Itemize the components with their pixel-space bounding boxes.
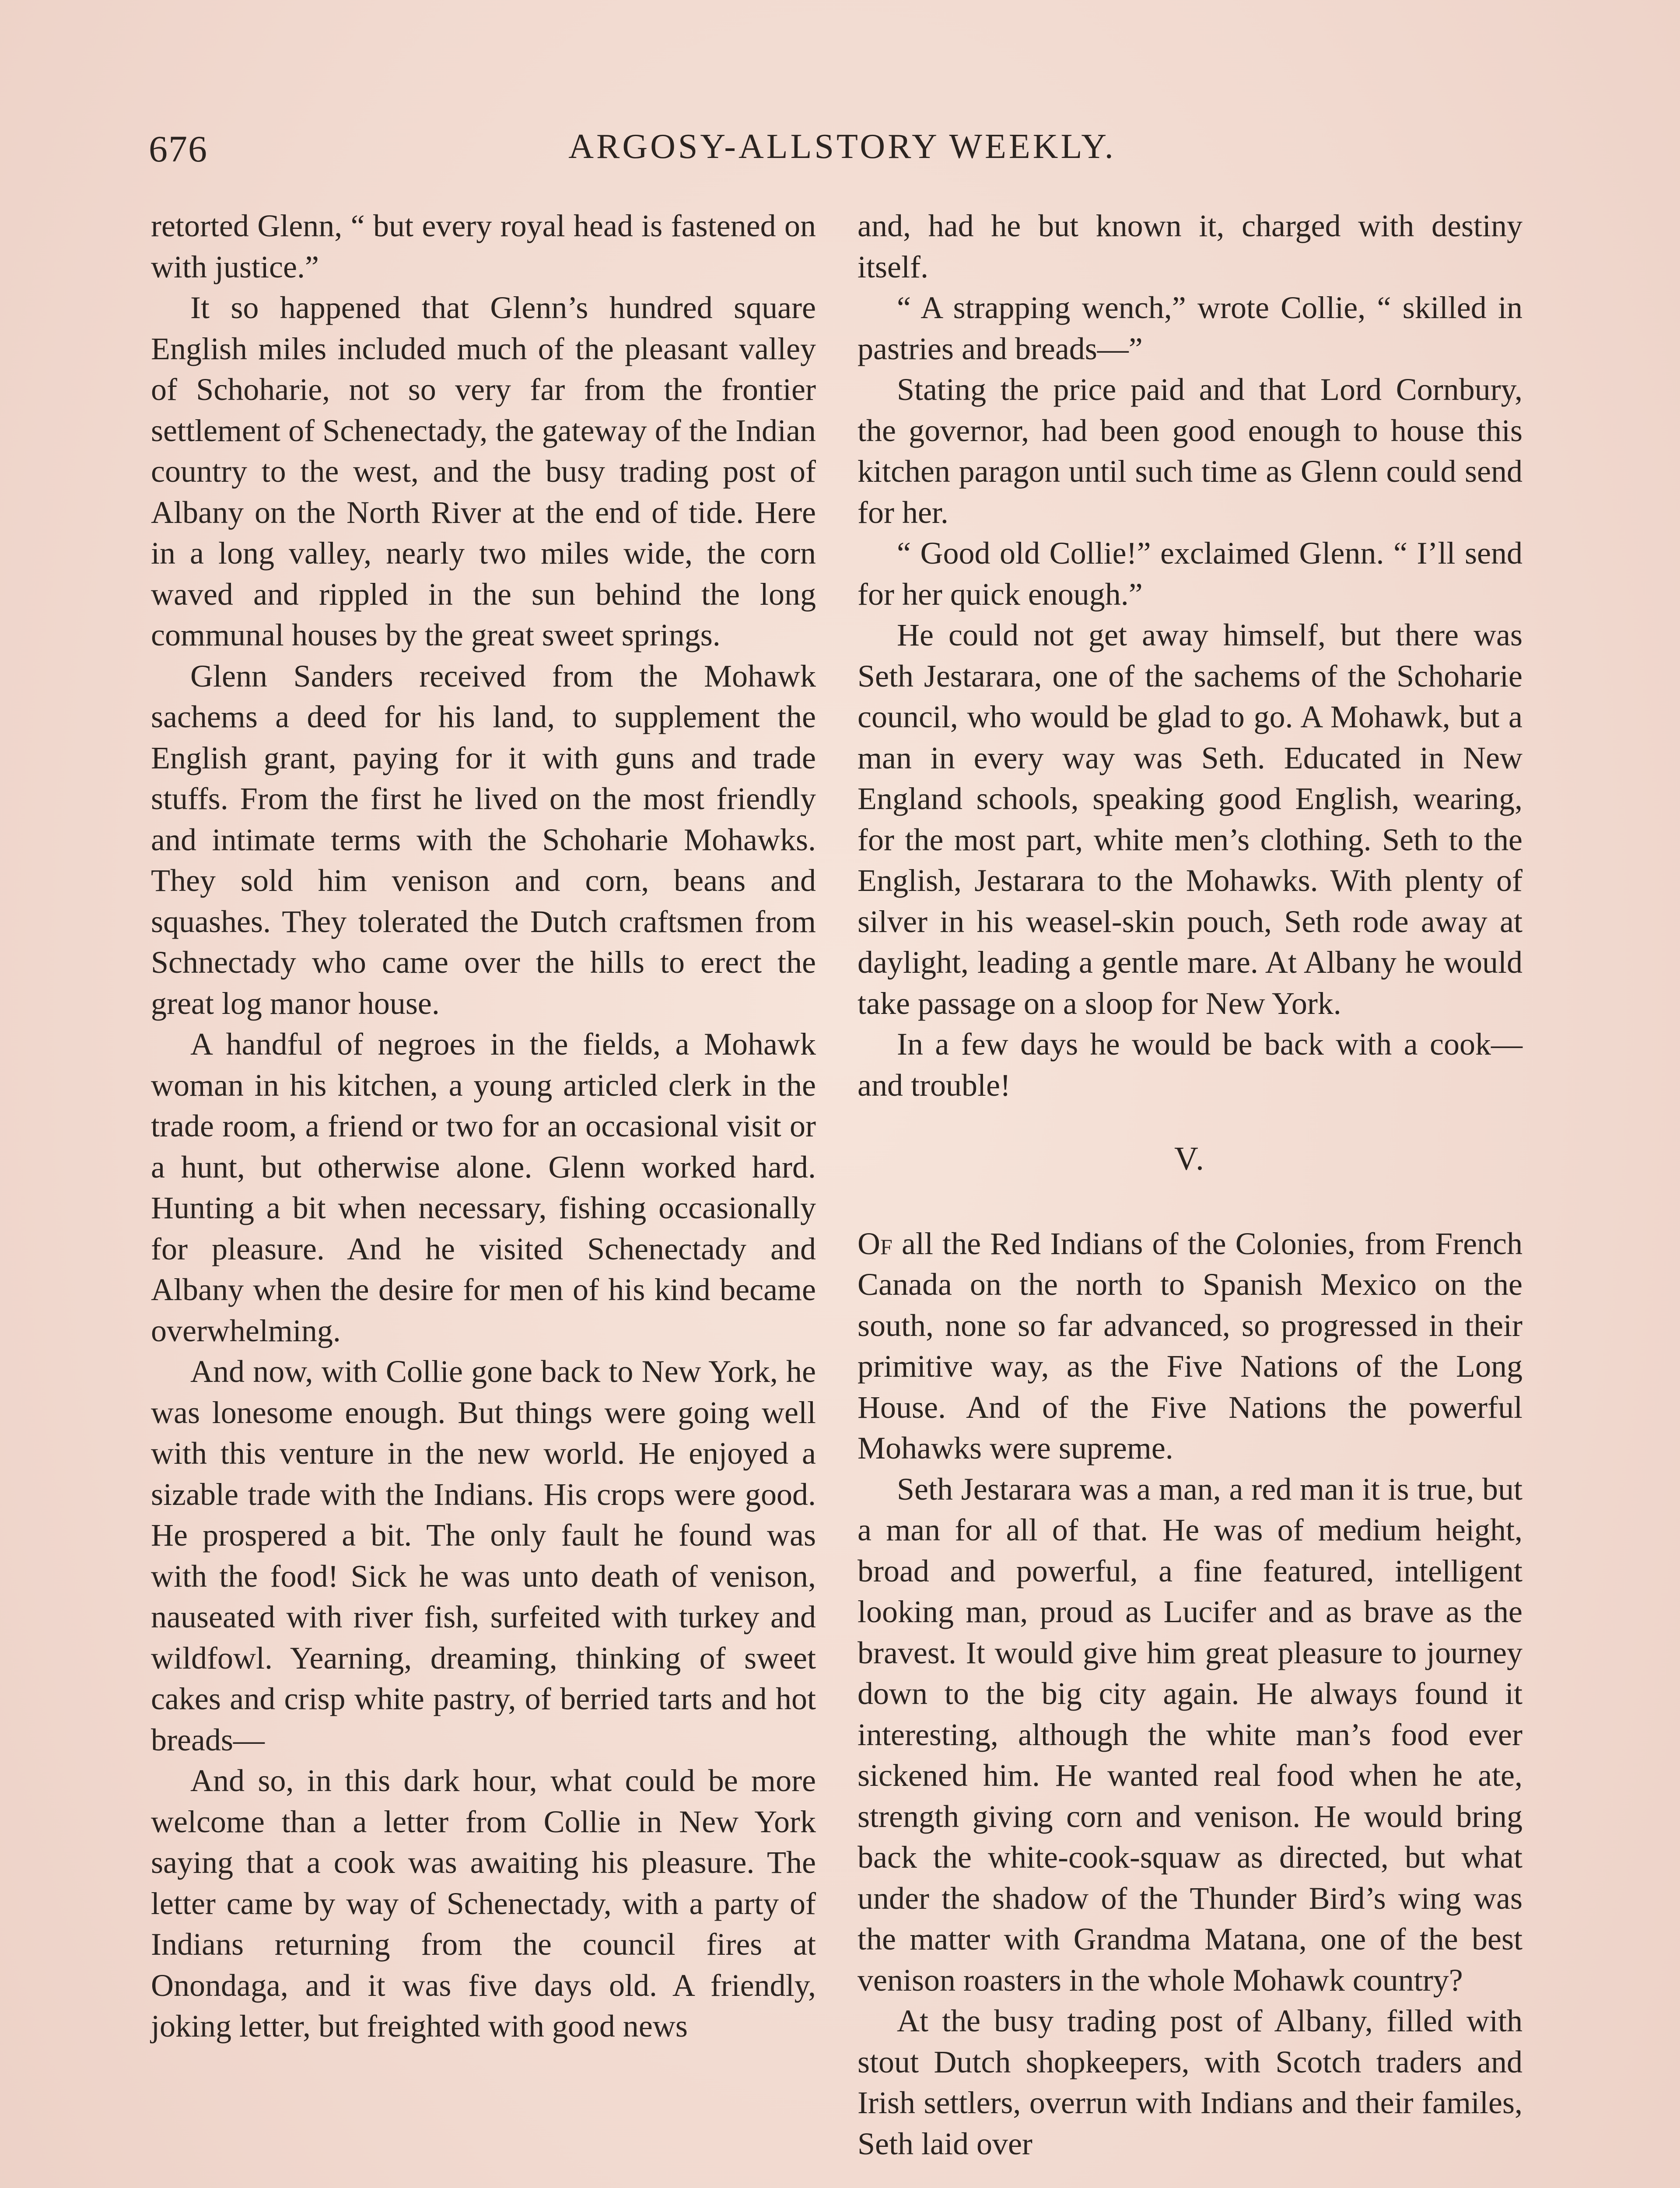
section-drop-word: Of xyxy=(858,1226,892,1261)
paragraph: At the busy trading post of Albany, filled with stout Dutch shopkeepers, with Scotch traders and Irish settlers, overrun with Indians and their familes, Seth laid over xyxy=(858,2003,1522,2161)
left-column xyxy=(151,206,816,2047)
right-column xyxy=(858,206,1522,2164)
section-opening-paragraph xyxy=(858,1224,1522,1469)
paragraph: And so, in this dark hour, what could be more welcome than a letter from Collie in New York saying that a cook was awaiting his pleasure. The letter came by way of Schenectady, with a party of Indians returning from the council fires at Onondaga, and it was five days old. A friendly, joking letter, but freighted with good news xyxy=(151,1763,816,2044)
paragraph: retorted Glenn, “ but every royal head is fastened on with justice.” xyxy=(151,208,816,284)
paragraph: Stating the price paid and that Lord Cornbury, the governor, had been good enough to house this kitchen paragon until such time as Glenn could send for her. xyxy=(858,372,1522,530)
paragraph: “ A strapping wench,” wrote Collie, “ skilled in pastries and breads—” xyxy=(858,290,1522,366)
page-header xyxy=(149,127,1536,184)
section-opening-text: all the Red Indians of the Colonies, from French Canada on the north to Spanish Mexico on the south, none so far advanced, so progressed in their primitive way, as the Five Nations of the Long House. And of the Five Nations the powerful Mohawks were supreme. xyxy=(858,1226,1522,1466)
paragraph: It so happened that Glenn’s hundred square English miles included much of the pleasant valley of Schoharie, not so very far from the frontier settlement of Schenectady, the gateway of the Indian country to the west, and the busy trading post of Albany on the North River at the end of tide. Here in a long valley, nearly two miles wide, the corn waved and rippled in the sun behind the long communal houses by the great sweet springs. xyxy=(151,290,816,652)
paragraph: Glenn Sanders received from the Mohawk sachems a deed for his land, to supplement the English grant, paying for it with guns and trade stuffs. From the first he lived on the most friendly and intimate terms with the Schoharie Mohawks. They sold him venison and corn, beans and squashes. They tolerated the Dutch craftsmen from Schnectady who came over the hills to erect the great log manor house. xyxy=(151,658,816,1021)
paragraph: And now, with Collie gone back to New York, he was lonesome enough. But things were going well with this venture in the new world. He enjoyed a sizable trade with the Indians. His crops were good. He prospered a bit. The only fault he found was with the food! Sick he was unto death of venison, nauseated with river fish, surfeited with turkey and wildfowl. Yearning, dreaming, thinking of sweet cakes and crisp white pastry, of berried tarts and hot breads— xyxy=(151,1354,816,1757)
section-heading: V. xyxy=(1174,1140,1206,1177)
paragraph: Seth Jestarara was a man, a red man it is true, but a man for all of that. He was of medium height, broad and powerful, a fine featured, intelligent looking man, proud as Lucifer and as brave as the bravest. It would give him great pleasure to journey down to the big city again. He always found it interesting, although the white man’s food ever sickened him. He wanted real food when he ate, strength giving corn and venison. He would bring back the white-cook-squaw as directed, but what under the shadow of the Thunder Bird’s wing was the matter with Grandma Matana, one of the best venison roasters in the whole Mohawk country? xyxy=(858,1471,1522,1998)
paragraph: and, had he but known it, charged with destiny itself. xyxy=(858,208,1522,284)
paragraph: In a few days he would be back with a cook—and trouble! xyxy=(858,1027,1522,1103)
paragraph: “ Good old Collie!” exclaimed Glenn. “ I’ll send for her quick enough.” xyxy=(858,536,1522,612)
page-number: 676 xyxy=(149,128,208,170)
paragraph: He could not get away himself, but there was Seth Jestarara, one of the sachems of the Schoharie council, who would be glad to go. A Mohawk, but a man in every way was Seth. Educated in New England schools, speaking good English, wearing, for the most part, white men’s clothing. Seth to the English, Jestarara to the Mohawks. With plenty of silver in his weasel-skin pouch, Seth rode away at daylight, leading a gentle mare. At Albany he would take passage on a sloop for New York. xyxy=(858,617,1522,1021)
paragraph: A handful of negroes in the fields, a Mohawk woman in his kitchen, a young articled clerk in the trade room, a friend or two for an occasional visit or a hunt, but otherwise alone. Glenn worked hard. Hunting a bit when necessary, fishing occasionally for pleasure. And he visited Schenectady and Albany when the desire for men of his kind became overwhelming. xyxy=(151,1027,816,1348)
running-head: ARGOSY-ALLSTORY WEEKLY. xyxy=(568,127,1116,166)
